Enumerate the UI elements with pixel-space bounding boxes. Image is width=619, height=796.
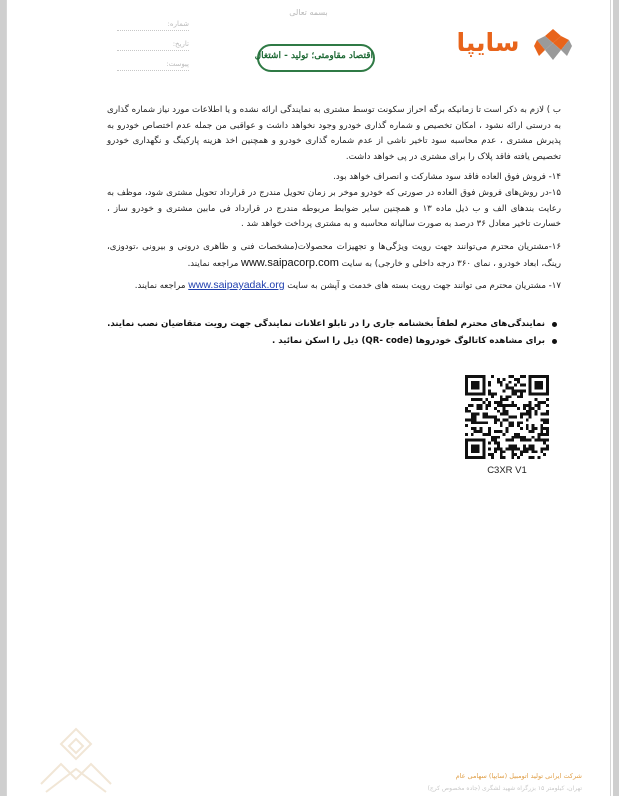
paragraph-16 [107,240,561,272]
saipa-logo [447,26,577,66]
saipa-logo-icon [533,26,573,66]
footer-company-name: شرکت ایرانی تولید اتومبیل (سایپا) سهامی عام [455,772,582,780]
paragraph-b: ب ) لازم به ذکر است تا زمانیکه برگه احراز سکونت توسط مشتری به نمایندگی ارائه نشده و یا اطلاعات مورد نیاز شماره گذاری به درستی ارائه نشود ، امکان تخصیص و شماره گذاری خودرو وجود نخواهد داشت و عواقبی من جمله عدم اختصاص خودرو به پذیرش مشتری ، عدم محاسبه سود تاخیر ناشی از عدم شماره گذاری خودرو و همچنین اخذ هزینه پارکینگ و نگهداری خودرو تخصیص یافته فاقد پلاک را برای مشتری در پی خواهد داشت. [107,105,561,162]
letter-attachment-field: پیوست: [117,58,189,71]
footer-address: تهران، کیلومتر ۱۵ بزرگراه شهید لشگری (جاده مخصوص کرج) [427,785,582,792]
document-page [6,0,611,796]
saipa-logo-wordmark: سایپا [456,28,520,57]
paragraph-17-end: مراجعه نمایند. [134,281,186,291]
slogan-emblem [254,44,375,72]
bullet-item [107,316,561,333]
qr-code-icon[interactable] [465,375,549,459]
paragraph-17-text: ۱۷- مشتریان محترم می توانند جهت رویت بسته های خدمت و آپشن به سایت [287,281,561,291]
qr-caption: C3XR V1 [487,465,527,476]
bullet-dot-icon [552,322,557,327]
bullet-text: برای مشاهده کاتالوگ خودروها (QR- code) ذیل را اسکن نمائید . [271,336,545,346]
bullet-list [107,316,561,350]
bullet-text: نمایندگی‌های محترم لطفاً بخشنامه جاری را در تابلو اعلانات نمایندگی جهت رویت متقاضیان نصب نمایند. [107,319,545,329]
bullet-dot-icon [552,339,557,344]
letter-meta-fields [117,18,189,78]
footer-watermark-icon [31,724,121,794]
saipacorp-site-text: www.saipacorp.com [241,256,339,269]
letter-number-field: شماره: [117,18,189,31]
paragraph-15: ۱۵-در روش‌های فروش فوق العاده در صورتی که خودرو موخر بر زمان تحویل مندرج در قرارداد تحویل مشتری شود، موظف به رعایت بندهای الف و ب ذیل ماده ۱۳ و همچنین سایر ضوابط مربوطه مندرج در قرارداد فی مابین مشتری و خودرو ساز ، خسارت تاخیر معادل ۳۶ درصد به صورت سالیانه محاسبه و به مشتری پرداخت خواهد شد . [107,188,561,230]
right-margin-bar [613,0,619,796]
paragraph-17 [107,278,561,295]
bullet-item [107,333,561,350]
paragraph-16-text: ۱۶-مشتریان محترم می‌توانند جهت رویت ویژگی‌ها و تجهیزات محصولات(مشخصات فنی و ظاهری درونی و بیرونی ،تودوزی، رینگ، ابعاد خودرو ، نمای ۳۶۰ درجه داخلی و خارجی) به سایت [107,242,561,269]
slogan-text: اقتصاد مقاومتی؛ تولید - اشتغال [254,51,373,61]
paragraph-14: ۱۴- فروش فوق العاده فاقد سود مشارکت و انصراف خواهد بود. [333,172,561,182]
paragraph-16-end: مراجعه نمایند. [187,258,239,269]
letter-date-field: تاریخ: [117,38,189,51]
tasmiye-heading: بسمه تعالی [289,8,328,17]
saipayadak-link[interactable]: www.saipayadak.org [188,279,285,291]
